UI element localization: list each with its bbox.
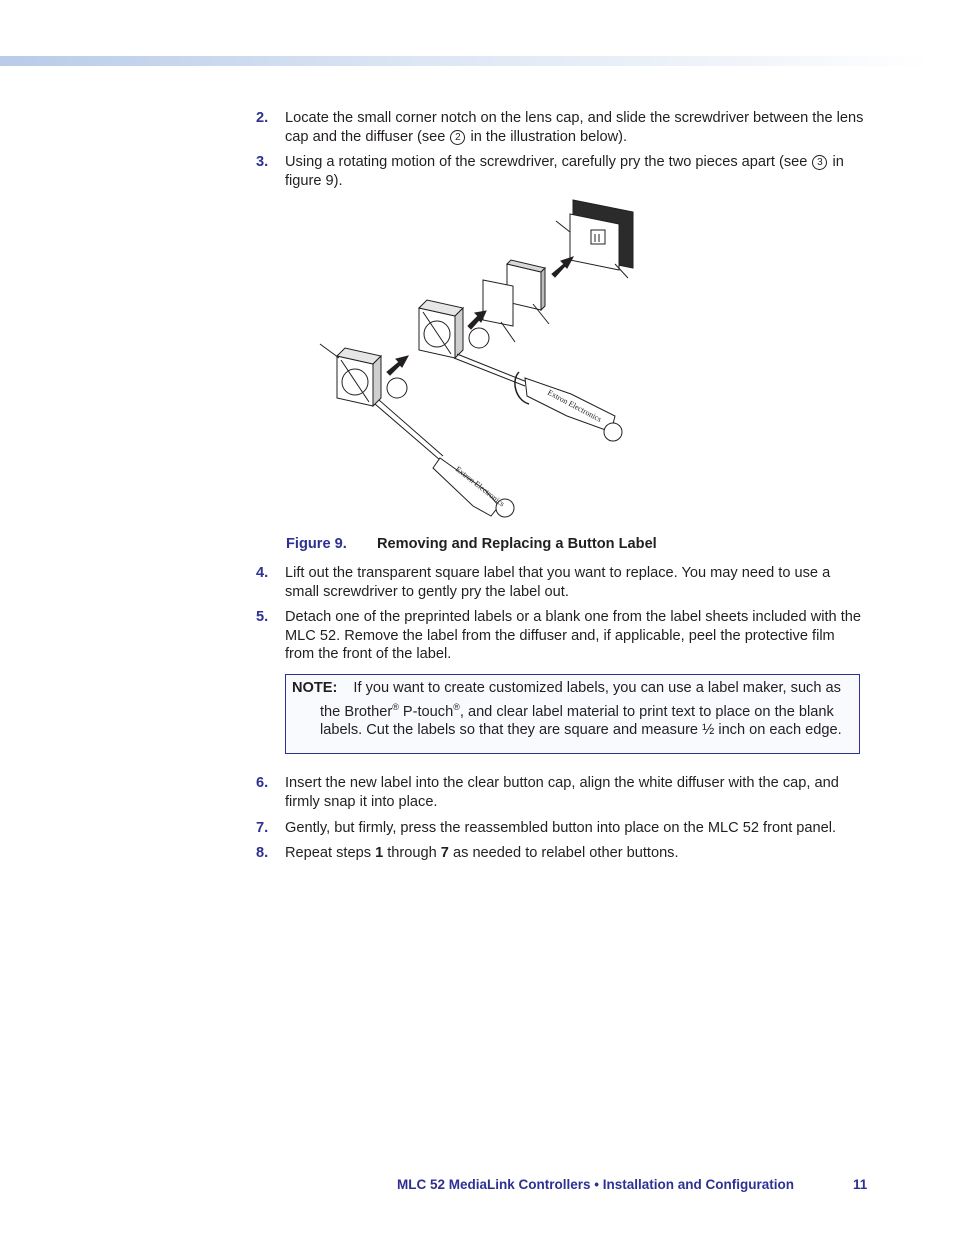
step-7 [256,819,866,838]
button-label-illustration [315,194,645,524]
figure-label: Figure 9. [286,536,347,552]
step-number: 7. [256,820,269,836]
step-text: Insert the new label into the clear button cap, align the white diffuser with the cap, and firmly snap it into place. [285,775,839,810]
note-box [285,674,860,754]
step-number: 8. [256,845,269,861]
step-number: 4. [256,565,269,581]
step-text: Locate the small corner notch on the lens cap, and slide the screwdriver between the lens cap and the diffuser (see 2 in the illustration below). [285,110,864,145]
lens-cap-front [320,344,381,406]
callout-ref: 2 [450,130,465,145]
step-3 [256,153,866,190]
step-number: 3. [256,154,269,170]
step-4 [256,564,866,601]
page-number: 11 [853,1177,868,1192]
callout-3-circle [469,328,489,348]
step-text: Using a rotating motion of the screwdriver, carefully pry the two pieces apart (see 3 in figure 9). [285,154,844,189]
lens-cap-middle [419,300,463,358]
screwdriver-left [375,400,514,517]
screwdriver-brand-left: Extron Electronics [453,464,507,509]
step-5 [256,608,866,664]
note-label: NOTE: [292,680,338,696]
callout-ref: 3 [812,155,827,170]
screwdriver-brand-right: Extron Electronics [546,387,604,424]
header-accent-bar [0,56,930,66]
step-text: Repeat steps 1 through 7 as needed to relabel other buttons. [285,845,679,861]
step-text: Gently, but firmly, press the reassembled button into place on the MLC 52 front panel. [285,820,837,836]
step-8 [256,844,866,863]
step-number: 2. [256,110,269,126]
step-number: 6. [256,775,269,791]
callout-2-circle [387,378,407,398]
footer-title: MLC 52 MediaLink Controllers • Installation and Configuration [397,1177,794,1192]
screwdriver-right [454,354,622,441]
figure-title: Removing and Replacing a Button Label [377,536,657,552]
step-text: Lift out the transparent square label that you want to replace. You may need to use a small screwdriver to gently pry the label out. [285,565,831,600]
step-2 [256,109,866,146]
note-text: NOTE: If you want to create customized labels, you can use a label maker, such as the Brother® P-touch®, and clear label material to print text to place on the blank labels. Cut the labels so that they are square and measure ½ inch on each edge. [292,680,842,738]
step-number: 5. [256,609,269,625]
step-text: Detach one of the preprinted labels or a blank one from the label sheets included with the MLC 52. Remove the label from the diffuser and, if applicable, peel the protective film from the front of the label. [285,609,862,662]
step-6 [256,774,866,811]
